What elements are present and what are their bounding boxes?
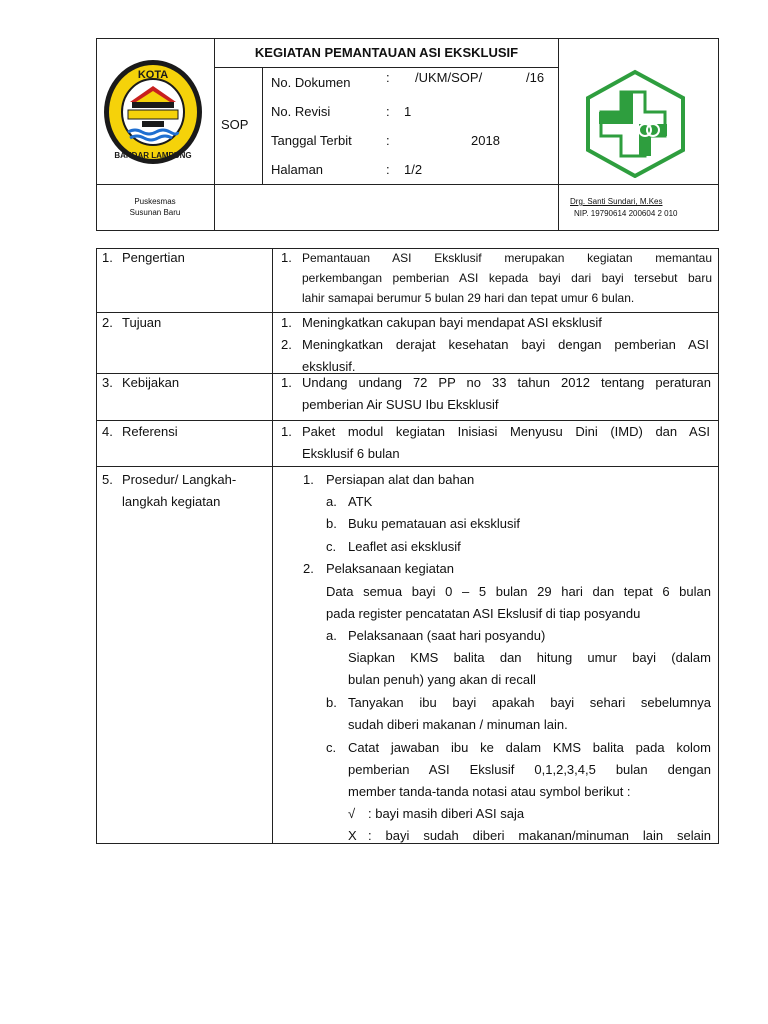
sub-letter: b. bbox=[326, 516, 337, 531]
step-title: Persiapan alat dan bahan bbox=[326, 472, 475, 487]
item-number: 1. bbox=[281, 315, 292, 330]
sub-text: pemberian ASI Ekslusif 0,1,2,3,4,5 bulan dengan bbox=[348, 762, 711, 777]
x-symbol: X bbox=[348, 828, 357, 843]
logo-bottom-text: BANDAR LAMPUNG bbox=[114, 151, 192, 160]
text-line: Meningkatkan derajat kesehatan bayi dengan pemberian ASI bbox=[302, 337, 709, 352]
row-number: 5. bbox=[102, 472, 113, 487]
field-sep: : bbox=[386, 104, 390, 119]
item-number: 1. bbox=[281, 424, 292, 439]
sub-letter: c. bbox=[326, 539, 337, 554]
check-symbol: √ bbox=[348, 806, 356, 821]
item-number: 2. bbox=[281, 337, 292, 352]
symbol-text: : bayi sudah diberi makanan/minuman lain selain bbox=[368, 828, 711, 843]
row-label: Pengertian bbox=[122, 250, 185, 265]
sub-text: Leaflet asi eksklusif bbox=[348, 539, 461, 554]
step-title: Pelaksanaan kegiatan bbox=[326, 561, 454, 576]
text-line: lahir samapai berumur 5 bulan 29 hari dan tepat umur 6 bulan. bbox=[302, 291, 635, 305]
row-number: 1. bbox=[102, 250, 113, 265]
row-label: Referensi bbox=[122, 424, 178, 439]
field-sep: : bbox=[386, 133, 390, 148]
field-value-no-revisi: 1 bbox=[404, 104, 412, 119]
puskesmas-logo bbox=[583, 68, 688, 178]
row-number: 4. bbox=[102, 424, 113, 439]
org-line2: Susunan Baru bbox=[129, 208, 181, 217]
sub-text: Pelaksanaan (saat hari posyandu) bbox=[348, 628, 546, 643]
sub-text: bulan penuh) yang akan di recall bbox=[348, 672, 536, 687]
sop-label: SOP bbox=[221, 117, 249, 132]
symbol-text: : bayi masih diberi ASI saja bbox=[368, 806, 525, 821]
row-number: 2. bbox=[102, 315, 113, 330]
row-label: Prosedur/ Langkah- bbox=[122, 472, 237, 487]
row-label: langkah kegiatan bbox=[122, 494, 221, 509]
kota-bandar-lampung-logo bbox=[102, 58, 204, 166]
signer-nip: NIP. 19790614 200604 2 010 bbox=[574, 209, 678, 218]
item-number: 1. bbox=[281, 375, 292, 390]
text-line: Pemantauan ASI Eksklusif merupakan kegiatan memantau bbox=[302, 251, 712, 265]
step-number: 2. bbox=[303, 561, 314, 576]
sub-text: Buku pematauan asi eksklusif bbox=[348, 516, 520, 531]
field-label-halaman: Halaman bbox=[271, 162, 324, 177]
text-line: pada register pencatatan ASI Ekslusif di tiap posyandu bbox=[326, 606, 641, 621]
step-number: 1. bbox=[303, 472, 314, 487]
sub-text: ATK bbox=[348, 494, 373, 509]
text-line: eksklusif. bbox=[302, 359, 356, 374]
text-line: Meningkatkan cakupan bayi mendapat ASI eksklusif bbox=[302, 315, 602, 330]
sub-letter: b. bbox=[326, 695, 337, 710]
field-value-tanggal-terbit: 2018 bbox=[471, 133, 500, 148]
field-value-no-dokumen: /UKM/SOP/ bbox=[415, 70, 483, 85]
text-line: Eksklusif 6 bulan bbox=[302, 446, 400, 461]
sub-letter: a. bbox=[326, 494, 337, 509]
field-value-no-dokumen-suffix: /16 bbox=[526, 70, 545, 85]
text-line: perkembangan pemberian ASI kepada bayi dari bayi tersebut baru bbox=[302, 271, 712, 285]
row-label: Kebijakan bbox=[122, 375, 180, 390]
row-number: 3. bbox=[102, 375, 113, 390]
document-title: KEGIATAN PEMANTAUAN ASI EKSKLUSIF bbox=[254, 45, 519, 60]
text-line: pemberian Air SUSU Ibu Eksklusif bbox=[302, 397, 499, 412]
sub-text: sudah diberi makanan / minuman lain. bbox=[348, 717, 568, 732]
text-line: Paket modul kegiatan Inisiasi Menyusu Dini (IMD) dan ASI bbox=[302, 424, 710, 439]
sub-letter: a. bbox=[326, 628, 337, 643]
signer-name: Drg. Santi Sundari, M.Kes bbox=[570, 197, 663, 206]
field-sep: : bbox=[386, 162, 390, 177]
logo-top-text: KOTA bbox=[137, 69, 169, 81]
sub-text: Siapkan KMS balita dan hitung umur bayi (dalam bbox=[348, 650, 711, 665]
row-label: Tujuan bbox=[122, 315, 162, 330]
text-line: Data semua bayi 0 – 5 bulan 29 hari dan tepat 6 bulan bbox=[326, 584, 711, 599]
field-label-no-dokumen: No. Dokumen bbox=[271, 75, 351, 90]
sub-text: member tanda-tanda notasi atau symbol berikut : bbox=[348, 784, 631, 799]
field-label-tanggal-terbit: Tanggal Terbit bbox=[271, 133, 352, 148]
sub-text: Tanyakan ibu bayi apakah bayi sehari sebelumnya bbox=[348, 695, 711, 710]
item-number: 1. bbox=[281, 250, 292, 265]
text-line: Undang undang 72 PP no 33 tahun 2012 tentang peraturan bbox=[302, 375, 711, 390]
sub-letter: c. bbox=[326, 740, 337, 755]
org-line1: Puskesmas bbox=[134, 197, 176, 206]
field-label-no-revisi: No. Revisi bbox=[271, 104, 331, 119]
sub-text: Catat jawaban ibu ke dalam KMS balita pada kolom bbox=[348, 740, 711, 755]
field-value-halaman: 1/2 bbox=[404, 162, 423, 177]
field-sep: : bbox=[386, 70, 390, 85]
